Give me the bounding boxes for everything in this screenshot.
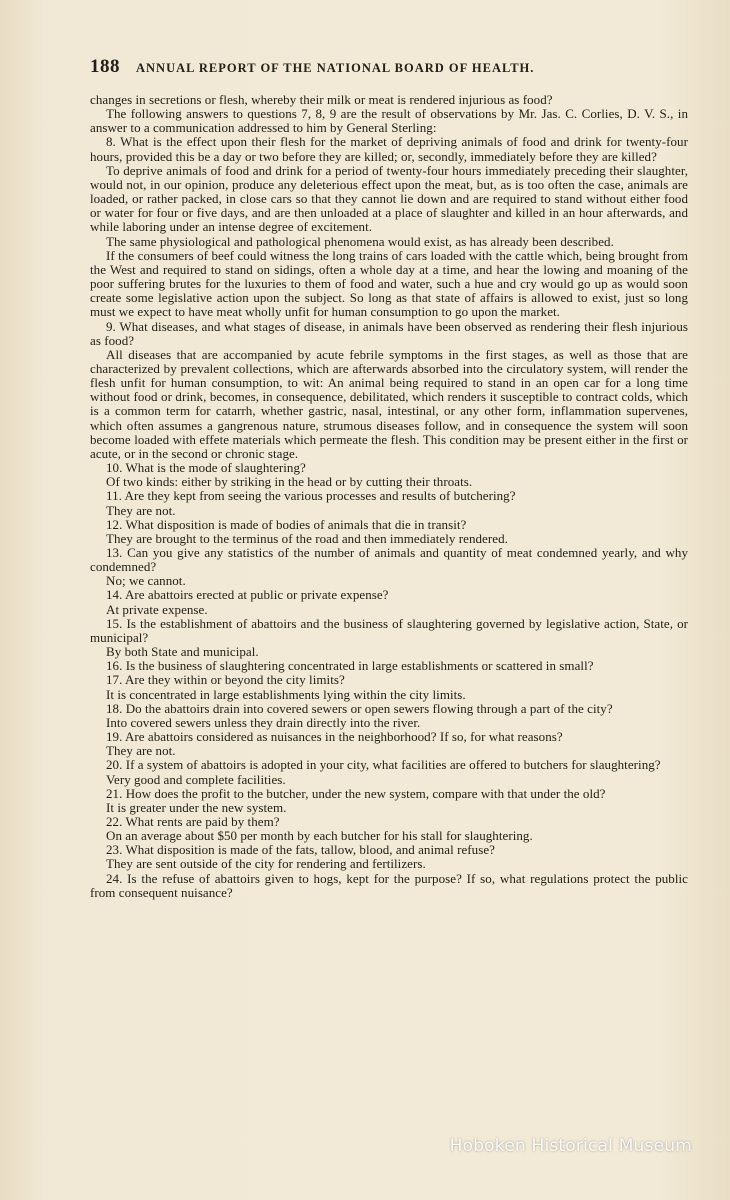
paragraph: If the consumers of beef could witness the long trains of cars loaded with the cattle which, being brought from the West and required to stand on sidings, often a whole day at a time, and hear the lowing and moaning of the poor suffering brutes for the luxuries to them of food and water, such a hue and cry would go up as would soon create some legislative action upon the subject. So long as that state of affairs is allowed to exist, just so long must we expect to have meat wholly unfit for human consumption to go upon the market. [90, 247, 688, 320]
body-text [90, 93, 688, 900]
answer-14: At private expense. [106, 601, 208, 617]
answer-12: They are brought to the terminus of the road and then immediately rendered. [106, 530, 508, 546]
question-9: 9. What diseases, and what stages of disease, in animals have been observed as rendering their flesh injurious as food? [90, 318, 688, 348]
question-24: 24. Is the refuse of abattoirs given to hogs, kept for the purpose? If so, what regulations protect the public from consequent nuisance? [90, 870, 688, 900]
question-8: 8. What is the effect upon their flesh for the market of depriving animals of food and drink for twenty-four hours, provided this be a day or two before they are killed; or, secondly, immediately before they are killed? [90, 134, 688, 164]
paragraph: The same physiological and pathological phenomena would exist, as has already been described. [106, 233, 614, 249]
answer-18: Into covered sewers unless they drain directly into the river. [106, 714, 421, 730]
paragraph: changes in secretions or flesh, whereby their milk or meat is rendered injurious as food? [90, 92, 553, 107]
answer-22: On an average about $50 per month by each butcher for his stall for slaughtering. [106, 828, 533, 844]
page-header [90, 56, 690, 80]
answer-19: They are not. [106, 743, 176, 759]
question-12: 12. What disposition is made of bodies of animals that die in transit? [106, 516, 467, 532]
question-10: 10. What is the mode of slaughtering? [106, 460, 306, 476]
running-head: ANNUAL REPORT OF THE NATIONAL BOARD OF HEALTH. [136, 61, 535, 75]
answer-10: Of two kinds: either by striking in the head or by cutting their throats. [106, 474, 473, 490]
answer-8: To deprive animals of food and drink for a period of twenty-four hours immediately preceding their slaughter, would not, in our opinion, produce any deleterious effect upon the meat, but, as is too often the case, animals are loaded, or rather packed, in close cars so that they cannot lie down and are required to stand without either food or water for four or five days, and are then unloaded at a place of slaughter and killed in an hour afterwards, and while laboring under an intense degree of excitement. [90, 162, 688, 235]
answer-13: No; we cannot. [106, 573, 186, 589]
page-number: 188 [90, 56, 120, 77]
answer-9: All diseases that are accompanied by acute febrile symptoms in the first stages, as well as those that are characterized by prevalent collections, which are afterwards absorbed into the circulatory system, will render the flesh unfit for human consumption, to wit: An animal being required to stand in an open car for a long time without food or drink, becomes, in consequence, debilitated, which renders it susceptible to contract colds, which is a common term for catarrh, whether gastric, nasal, intestinal, or any other form, inflammation supervenes, which often assumes a gangrenous nature, strumous diseases follow, and in consequence the system will soon become loaded with effete materials which permeate the flesh. This condition may be present either in the first or acute, or in the second or chronic stage. [90, 346, 688, 461]
question-20: 20. If a system of abattoirs is adopted in your city, what facilities are offered to butchers for slaughtering? [106, 757, 661, 773]
question-22: 22. What rents are paid by them? [106, 813, 280, 829]
museum-watermark: Hoboken Historical Museum [449, 1136, 692, 1156]
question-17: 17. Are they within or beyond the city limits? [106, 672, 345, 688]
answer-17: It is concentrated in large establishments lying within the city limits. [106, 686, 466, 702]
question-16: 16. Is the business of slaughtering concentrated in large establishments or scattered in small? [106, 658, 594, 674]
question-23: 23. What disposition is made of the fats, tallow, blood, and animal refuse? [106, 842, 495, 858]
answer-23: They are sent outside of the city for rendering and fertilizers. [106, 856, 426, 872]
question-18: 18. Do the abattoirs drain into covered sewers or open sewers flowing through a part of the city? [106, 700, 613, 716]
question-15: 15. Is the establishment of abattoirs and the business of slaughtering governed by legislative action, State, or municipal? [90, 615, 688, 645]
answer-15: By both State and municipal. [106, 644, 259, 660]
question-19: 19. Are abattoirs considered as nuisances in the neighborhood? If so, for what reasons? [106, 729, 563, 745]
question-13: 13. Can you give any statistics of the number of animals and quantity of meat condemned yearly, and why condemned? [90, 545, 688, 575]
question-11: 11. Are they kept from seeing the various processes and results of butchering? [106, 488, 516, 504]
question-21: 21. How does the profit to the butcher, under the new system, compare with that under the old? [106, 785, 606, 801]
question-14: 14. Are abattoirs erected at public or private expense? [106, 587, 389, 603]
paragraph: The following answers to questions 7, 8, 9 are the result of observations by Mr. Jas. C. Corlies, D. V. S., in answer to a communication addressed to him by General Sterling: [90, 106, 688, 136]
answer-11: They are not. [106, 502, 176, 518]
answer-20: Very good and complete facilities. [106, 771, 286, 787]
answer-21: It is greater under the new system. [106, 799, 287, 815]
